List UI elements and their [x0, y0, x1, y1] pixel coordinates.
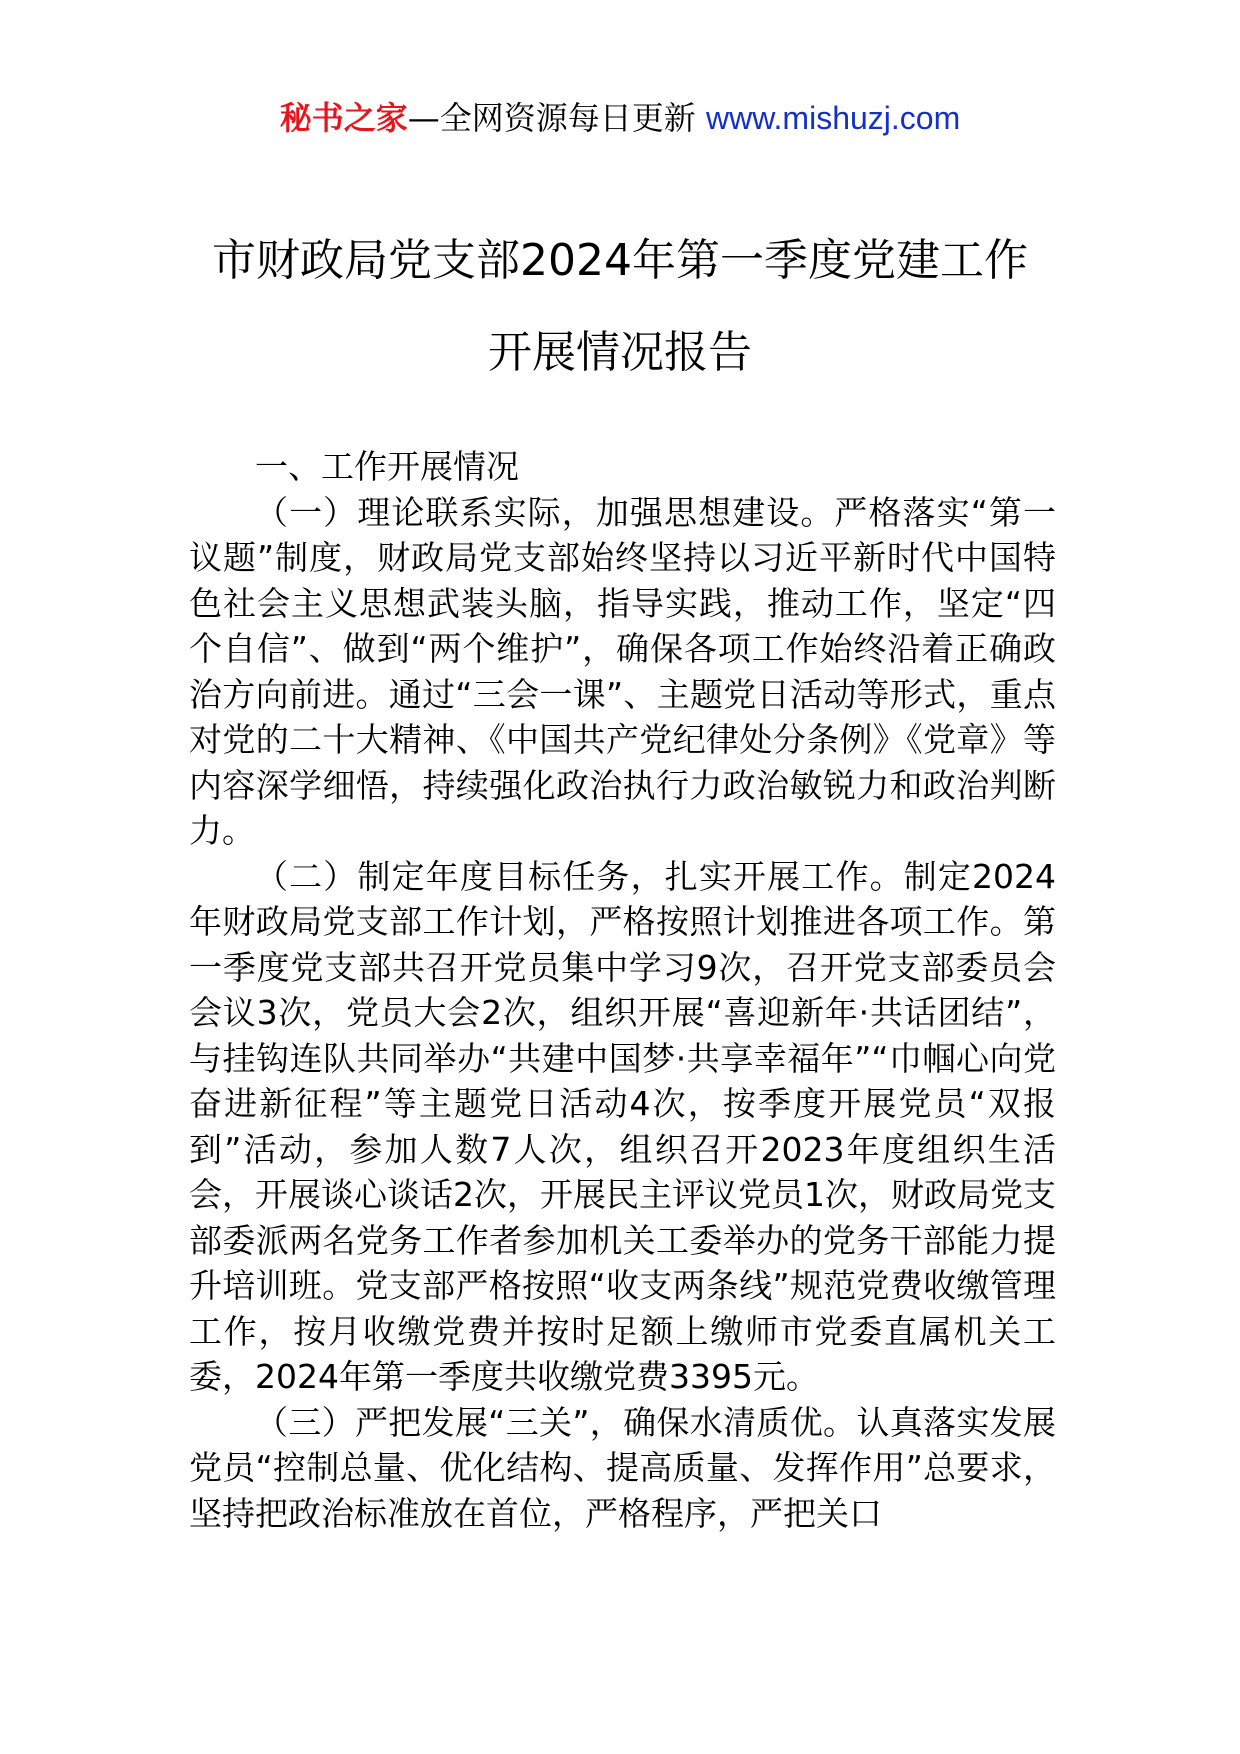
header-tagline: —全网资源每日更新 — [407, 99, 696, 137]
document-body — [189, 444, 1056, 1536]
site-url-link[interactable]: www.mishuzj.com — [705, 100, 961, 136]
brand-name: 秘书之家 — [279, 99, 408, 137]
paragraph-1: （一）理论联系实际，加强思想建设。严格落实“第一议题”制度，财政局党支部始终坚持以习近平新时代中国特色社会主义思想武装头脑，指导实践，推动工作，坚定“四个自信”、做到“两个维护”，确保各项工作始终沿着正确政治方向前进。通过“三会一课”、主题党日活动等形式，重点对党的二十大精神、《中国共产党纪律处分条例》《党章》等内容深学细悟，持续强化政治执行力政治敏锐力和政治判断力。 — [189, 492, 1056, 850]
document-title-line-1: 市财政局党支部2024年第一季度党建工作 — [212, 235, 1028, 286]
paragraph-3: （三）严把发展“三关”，确保水清质优。认真落实发展党员“控制总量、优化结构、提高质量、发挥作用”总要求，坚持把政治标准放在首位，严格程序，严把关口 — [189, 1402, 1056, 1533]
section-heading: 一、工作开展情况 — [255, 447, 519, 486]
document-title-line-2: 开展情况报告 — [488, 327, 752, 378]
site-header — [0, 98, 1240, 138]
paragraph-2: （二）制定年度目标任务，扎实开展工作。制定2024年财政局党支部工作计划，严格按照计划推进各项工作。第一季度党支部共召开党员集中学习9次，召开党支部委员会会议3次，党员大会2次，组织开展“喜迎新年·共话团结”，与挂钩连队共同举办“共建中国梦·共享幸福年”“巾帼心向党奋进新征程”等主题党日活动4次，按季度开展党员“双报到”活动，参加人数7人次，组织召开2023年度组织生活会，开展谈心谈话2次，开展民主评议党员1次，财政局党支部委派两名党务工作者参加机关工委举办的党务干部能力提升培训班。党支部严格按照“收支两条线”规范党费收缴管理工作，按月收缴党费并按时足额上缴师市党委直属机关工委，2024年第一季度共收缴党费3395元。 — [189, 856, 1056, 1396]
